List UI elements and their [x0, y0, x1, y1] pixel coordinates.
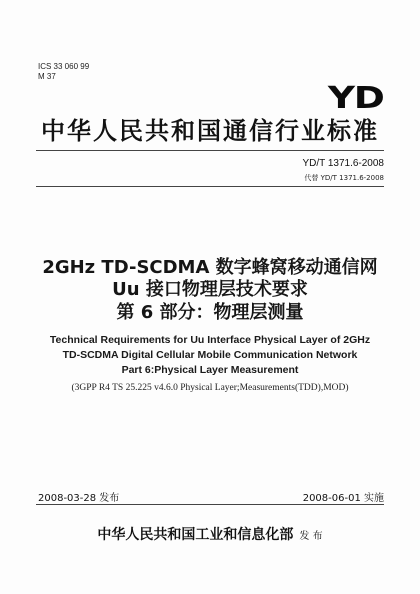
- yd-logo: YD: [328, 81, 384, 116]
- standard-number: YD/T 1371.6-2008: [302, 158, 384, 169]
- standard-divider: [36, 186, 384, 187]
- cn-title-line-3: 第 6 部分：物理层测量: [116, 302, 304, 323]
- title-divider: [36, 150, 384, 151]
- ics-code: ICS 33 060 99: [38, 62, 90, 71]
- publisher-name: 中华人民共和国工业和信息化部: [97, 527, 294, 543]
- publisher: [0, 524, 420, 544]
- en-title-line-4: (3GPP R4 TS 25.225 v4.6.0 Physical Layer;Measurements(TDD),MOD): [71, 383, 349, 393]
- category-code: M 37: [38, 72, 56, 81]
- en-title-line-3: Part 6:Physical Layer Measurement: [121, 364, 299, 376]
- cn-title-line-2: Uu 接口物理层技术要求: [112, 279, 308, 300]
- en-title-line-2: TD-SCDMA Digital Cellular Mobile Communication Network: [62, 349, 358, 361]
- page-title: 中华人民共和国通信行业标准: [41, 117, 379, 145]
- cn-title-line-1: 2GHz TD-SCDMA 数字蜂窝移动通信网: [42, 257, 378, 278]
- publish-word: 发 布: [299, 531, 323, 542]
- issue-date: 2008-03-28 发布: [38, 493, 120, 504]
- footer-divider: [36, 504, 384, 505]
- en-title-line-1: Technical Requirements for Uu Interface Physical Layer of 2GHz: [49, 334, 371, 346]
- replaces-standard: 代替 YD/T 1371.6-2008: [304, 174, 384, 182]
- implementation-date: 2008-06-01 实施: [302, 493, 384, 504]
